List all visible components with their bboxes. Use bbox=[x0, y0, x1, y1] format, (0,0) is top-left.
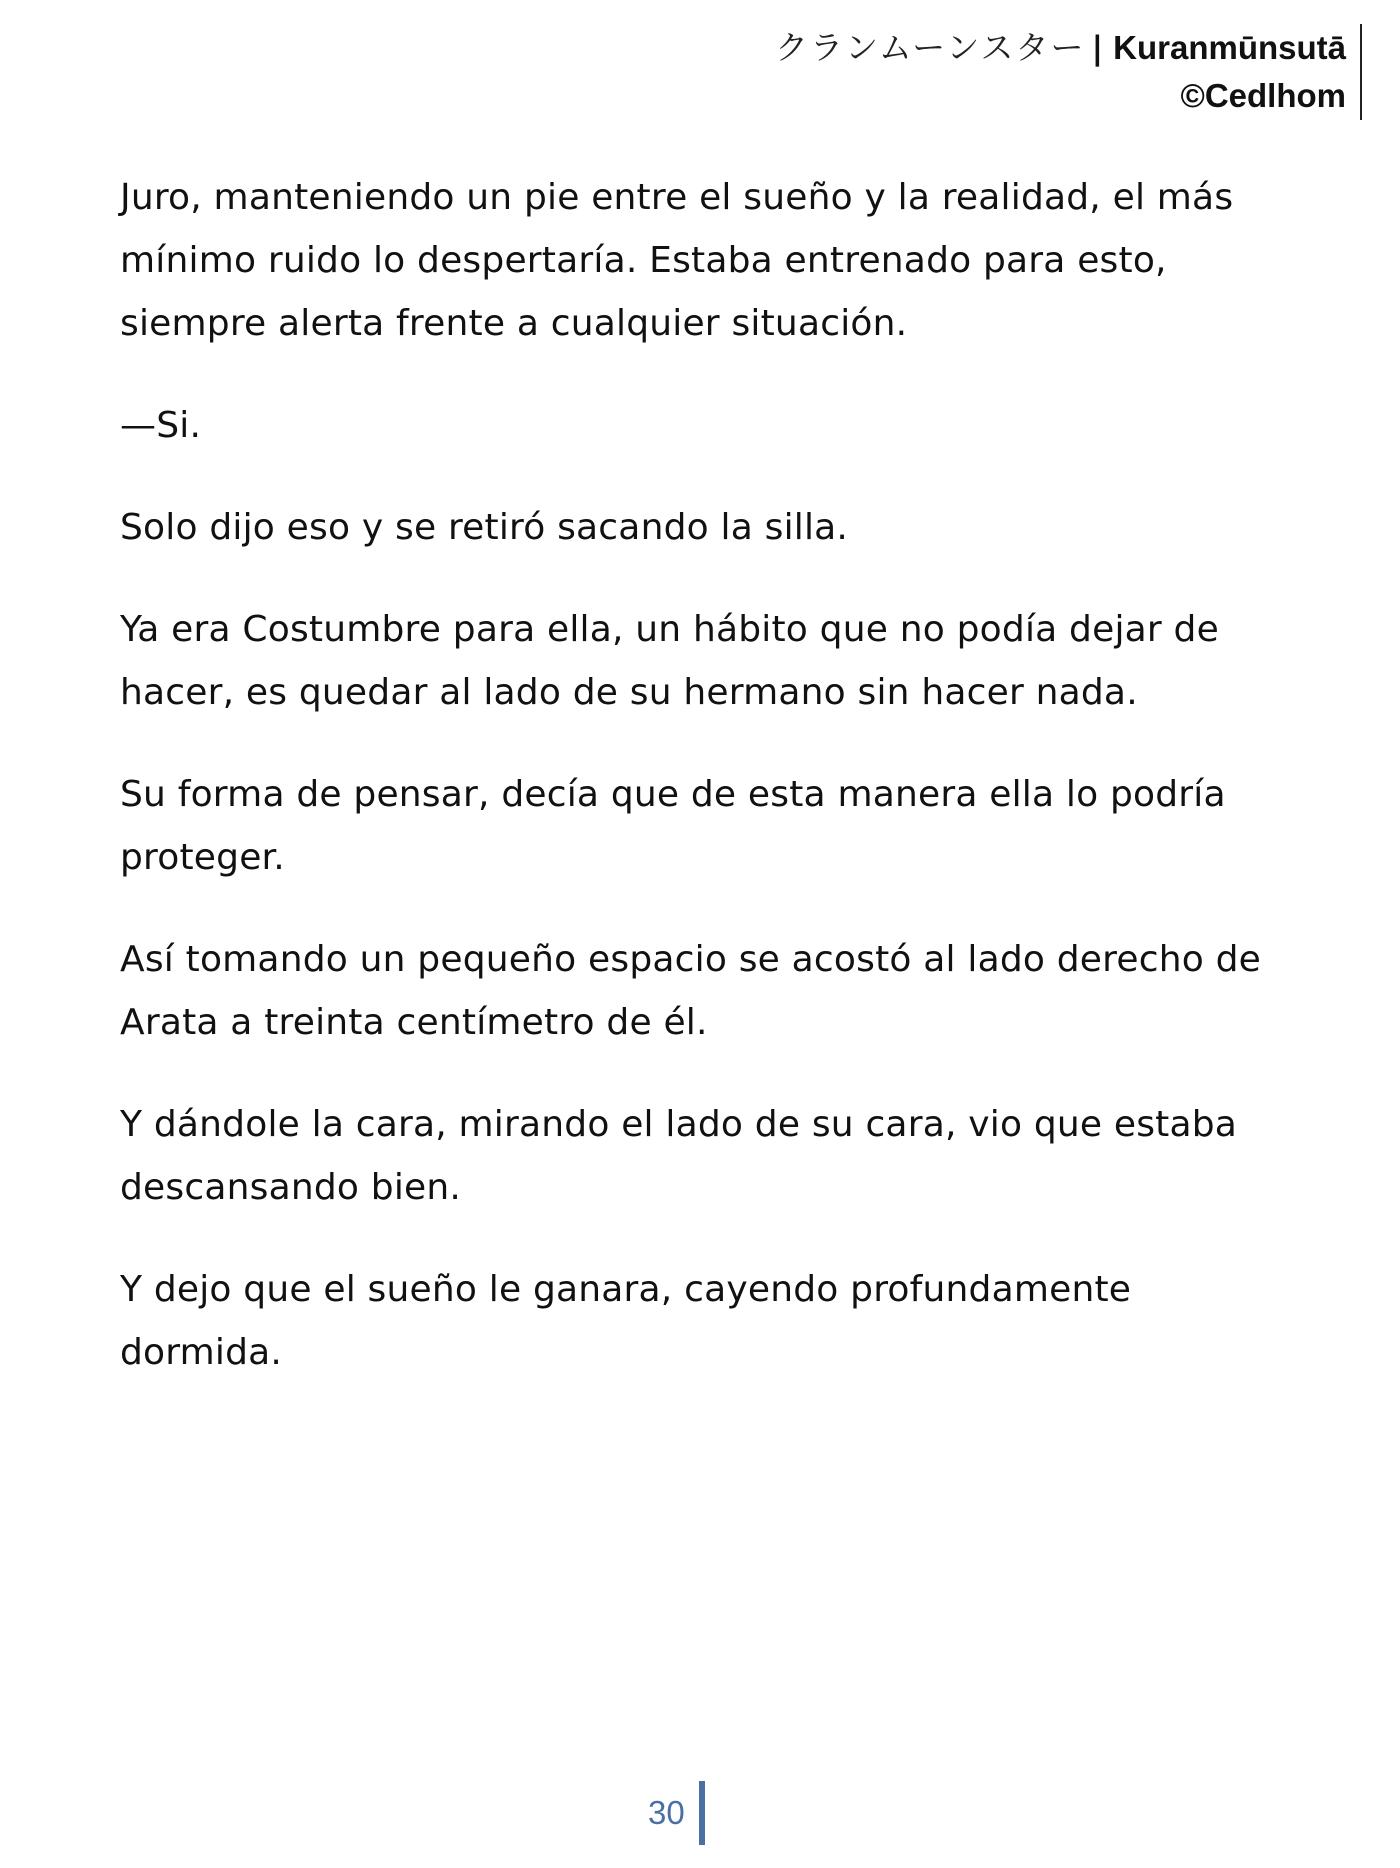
header-separator: | bbox=[1091, 29, 1104, 67]
paragraph: Y dándole la cara, mirando el lado de su cara, vio que estaba descansando bien. bbox=[120, 1104, 1238, 1208]
page-number: 30 bbox=[648, 1794, 685, 1831]
paragraph: —Si. bbox=[120, 405, 202, 446]
header-title-romaji: Kuranmūnsutā bbox=[1113, 29, 1346, 66]
paragraph: Ya era Costumbre para ella, un hábito que no podía dejar de hacer, es quedar al lado de su hermano sin hacer nada. bbox=[120, 609, 1219, 713]
page-footer bbox=[648, 1780, 705, 1846]
paragraph: Su forma de pensar, decía que de esta manera ella lo podría proteger. bbox=[120, 774, 1226, 878]
header-title-line bbox=[775, 24, 1346, 72]
paragraph: Así tomando un pequeño espacio se acostó al lado derecho de Arata a treinta centímetro de él. bbox=[120, 939, 1261, 1043]
paragraph: Solo dijo eso y se retiró sacando la silla. bbox=[120, 507, 849, 548]
page-body bbox=[120, 166, 1300, 1423]
paragraph: Y dejo que el sueño le ganara, cayendo profundamente dormida. bbox=[120, 1269, 1132, 1373]
page-number-bar bbox=[699, 1781, 705, 1845]
page-header bbox=[775, 24, 1362, 120]
paragraph: Juro, manteniendo un pie entre el sueño y la realidad, el más mínimo ruido lo despertaría. Estaba entrenado para esto, siempre alerta frente a cualquier situación. bbox=[120, 177, 1234, 344]
header-title-japanese: クランムーンスター bbox=[775, 28, 1086, 67]
header-copyright: ©Cedlhom bbox=[1180, 77, 1346, 114]
